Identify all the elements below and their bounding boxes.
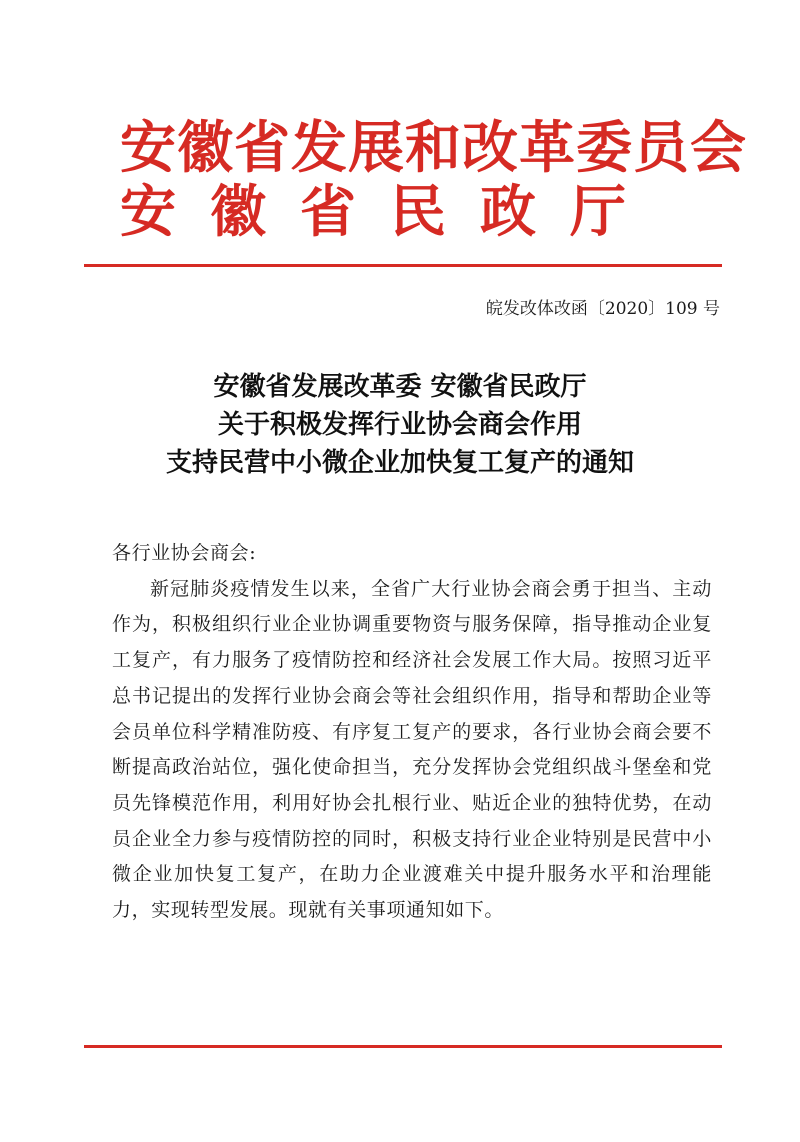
letterhead-org-development-reform: 安徽省发展和改革委员会 bbox=[120, 115, 747, 181]
letterhead-red-rule bbox=[84, 264, 722, 267]
title-line-1: 安徽省发展改革委 安徽省民政厅 bbox=[213, 372, 587, 402]
document-number: 皖发改体改函〔2020〕109 号 bbox=[485, 299, 720, 319]
salutation: 各行业协会商会: bbox=[112, 542, 257, 564]
body-paragraph: 新冠肺炎疫情发生以来，全省广大行业协会商会勇于担当、主动作为，积极组织行业企业协调重要物资与服务保障，指导推动企业复工复产，有力服务了疫情防控和经济社会发展工作大局。按照习近平总书记提出的发挥行业协会商会等社会组织作用，指导和帮助企业等会员单位科学精准防疫、有序复工复产的要求，各行业协会商会要不断提高政治站位，强化使命担当，充分发挥协会党组织战斗堡垒和党员先锋模范作用，利用好协会扎根行业、贴近企业的独特优势，在动员企业全力参与疫情防控的同时，积极支持行业企业特别是民营中小微企业加快复工复产，在助力企业渡难关中提升服务水平和治理能力，实现转型发展。现就有关事项通知如下。 bbox=[112, 577, 712, 922]
letterhead-org-civil-affairs: 安徽省民政厅 bbox=[120, 179, 660, 245]
document-body bbox=[112, 536, 712, 929]
document-title bbox=[0, 368, 800, 482]
title-line-3: 支持民营中小微企业加快复工复产的通知 bbox=[165, 448, 634, 478]
footer-red-rule bbox=[84, 1045, 722, 1048]
title-line-2: 关于积极发挥行业协会商会作用 bbox=[217, 410, 582, 440]
